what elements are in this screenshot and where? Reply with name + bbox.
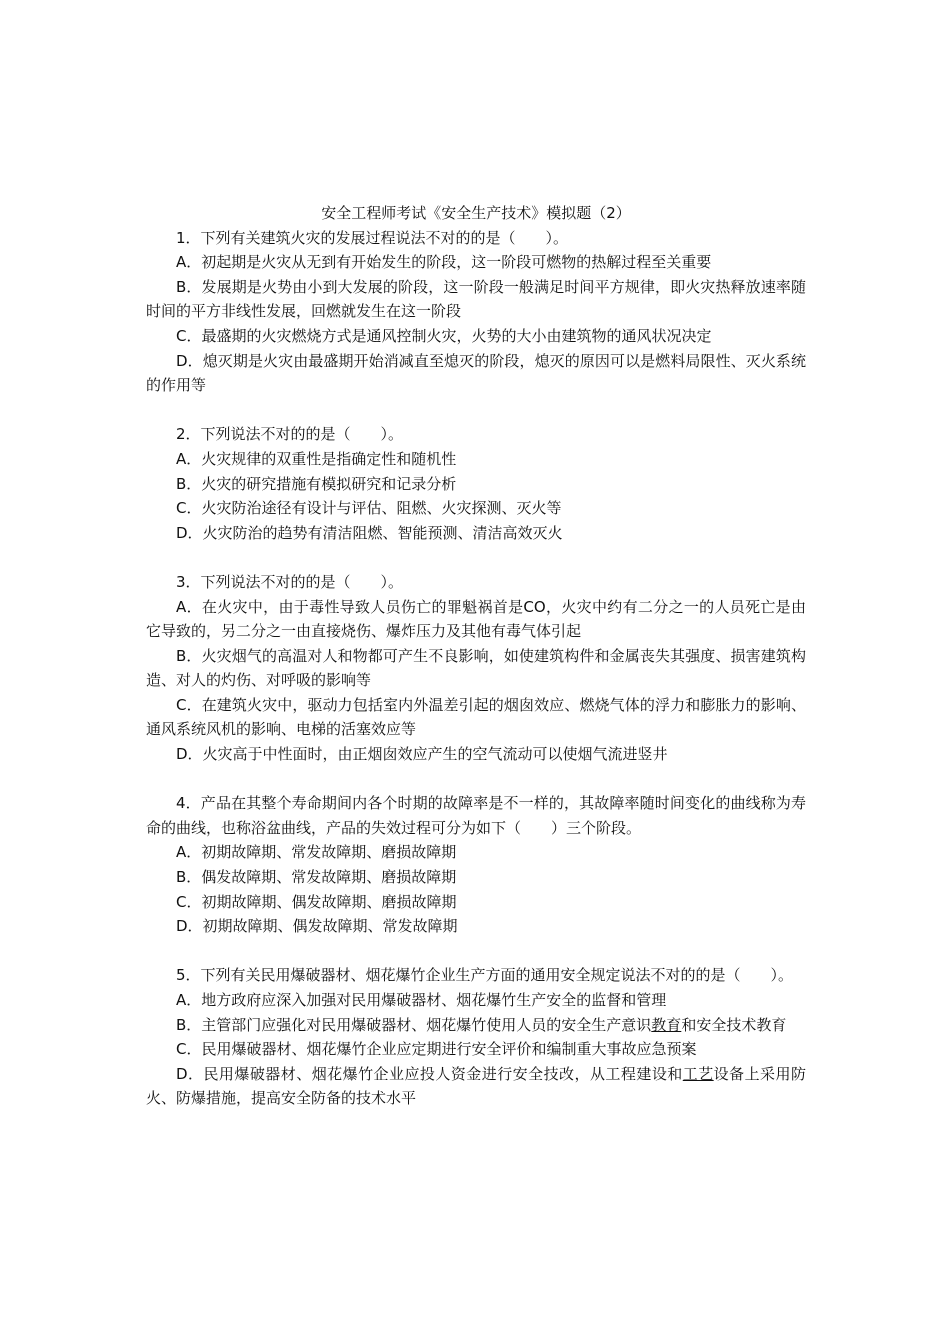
- question-2: [146, 422, 806, 545]
- option-c: C．在建筑火灾中，驱动力包括室内外温差引起的烟囱效应、燃烧气体的浮力和膨胀力的影响、通风系统风机的影响、电梯的活塞效应等: [146, 695, 806, 739]
- option-c: C．火灾防治途径有设计与评估、阻燃、火灾探测、灭火等: [176, 499, 562, 518]
- option-b: B．火灾烟气的高温对人和物都可产生不良影响，如使建筑构件和金属丧失其强度、损害建筑构造、对人的灼伤、对呼吸的影响等: [146, 646, 806, 690]
- option-text-after: 和安全技术教育: [681, 1015, 787, 1034]
- option-text-before: D．民用爆破器材、烟花爆竹企业应投人资金进行安全技改，从工程建设和: [176, 1064, 683, 1083]
- question-stem: 3．下列说法不对的的是（ ）。: [176, 572, 404, 591]
- document-body: [146, 201, 806, 1111]
- option-a: A．火灾规律的双重性是指确定性和随机性: [176, 449, 457, 468]
- option-a: A．初期故障期、常发故障期、磨损故障期: [176, 843, 457, 862]
- option-b: [146, 1013, 806, 1038]
- option-c: C．最盛期的火灾燃烧方式是通风控制火灾，火势的大小由建筑物的通风状况决定: [176, 326, 712, 345]
- option-a: A．在火灾中，由于毒性导致人员伤亡的罪魁祸首是CO，火灾中约有二分之一的人员死亡是由它导致的，另二分之一由直接烧伤、爆炸压力及其他有毒气体引起: [146, 597, 806, 641]
- option-d: D．火灾高于中性面时，由正烟囱效应产生的空气流动可以使烟气流进竖井: [176, 745, 668, 764]
- underlined-term: 教育: [651, 1015, 682, 1034]
- question-5: [146, 963, 806, 1111]
- option-d: D．火灾防治的趋势有清洁阻燃、智能预测、清洁高效灭火: [176, 523, 563, 542]
- option-text-before: B．主管部门应强化对民用爆破器材、烟花爆竹使用人员的安全生产意识: [176, 1015, 652, 1034]
- option-c: C．初期故障期、偶发故障期、磨损故障期: [176, 892, 457, 911]
- option-a: A．初起期是火灾从无到有开始发生的阶段，这一阶段可燃物的热解过程至关重要: [176, 253, 712, 272]
- question-4: [146, 791, 806, 939]
- question-stem: 4．产品在其整个寿命期间内各个时期的故障率是不一样的，其故障率随时间变化的曲线称为寿命的曲线，也称浴盆曲线，产品的失效过程可分为如下（ ）三个阶段。: [146, 794, 806, 837]
- question-stem: 5．下列有关民用爆破器材、烟花爆竹企业生产方面的通用安全规定说法不对的的是（ ）。: [176, 966, 794, 985]
- option-d: D．初期故障期、偶发故障期、常发故障期: [176, 917, 458, 936]
- option-text-after: 设备上采用防火、防爆措施，提高安全防备的技术水平: [146, 1064, 806, 1108]
- option-b: B．火灾的研究措施有模拟研究和记录分析: [176, 474, 457, 493]
- option-b: B．偶发故障期、常发故障期、磨损故障期: [176, 868, 457, 887]
- option-b: B．发展期是火势由小到大发展的阶段，这一阶段一般满足时间平方规律，即火灾热释放速率随时间的平方非线性发展，回燃就发生在这一阶段: [146, 277, 806, 321]
- underlined-term: 工艺: [682, 1064, 714, 1083]
- page-title: 安全工程师考试《安全生产技术》模拟题（2）: [321, 204, 631, 222]
- question-stem: 1．下列有关建筑火灾的发展过程说法不对的的是（ ）。: [176, 228, 569, 247]
- option-a: A．地方政府应深入加强对民用爆破器材、烟花爆竹生产安全的监督和管理: [176, 991, 667, 1009]
- option-d: [146, 1062, 806, 1111]
- option-d: D．熄灭期是火灾由最盛期开始消减直至熄灭的阶段，熄灭的原因可以是燃料局限性、灭火系统的作用等: [146, 351, 806, 395]
- question-3: [146, 570, 806, 767]
- question-1: [146, 226, 806, 398]
- option-c: C．民用爆破器材、烟花爆竹企业应定期进行安全评价和编制重大事故应急预案: [176, 1040, 697, 1059]
- question-stem: 2．下列说法不对的的是（ ）。: [176, 425, 404, 444]
